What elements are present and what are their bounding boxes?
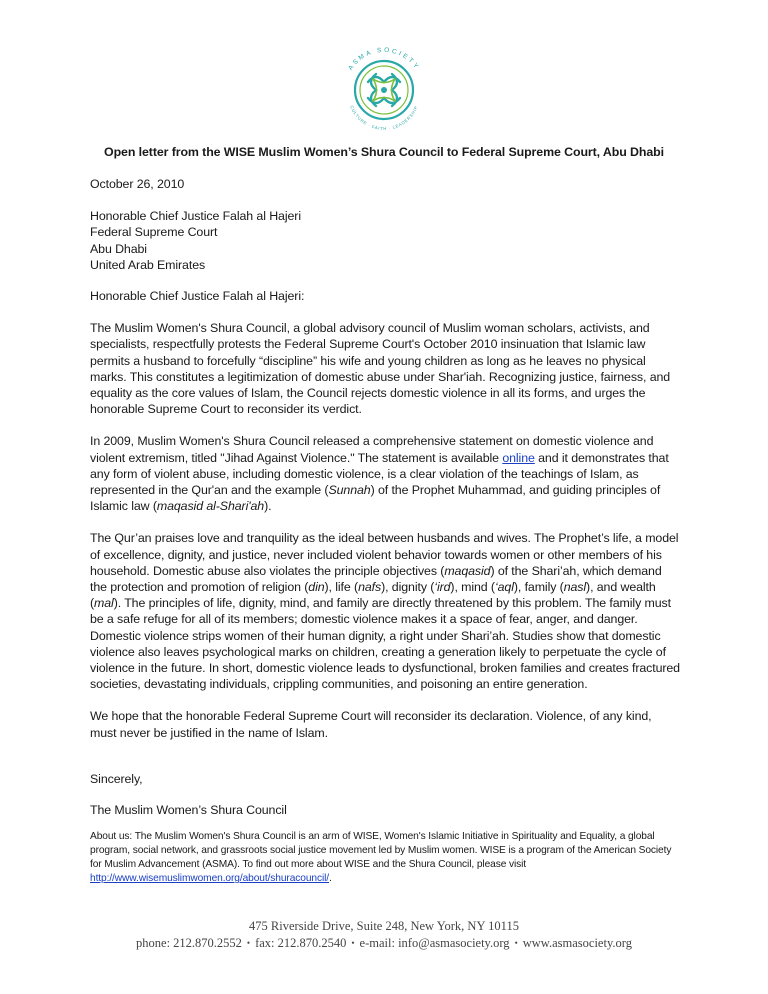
paragraph-text: and it demonstrates that any form of violent abuse, including domestic violence, is a clear violation of the teachings of Islam, as represented in the Qur'an and the example ( [90,450,669,498]
paragraph-text: In 2009, Muslim Women's Shura Council released a comprehensive statement on domestic violence and violent extremism, titled "Jihad Against Violence." The statement is available [90,434,654,465]
paragraph-text: ), dignity ( [381,580,435,595]
paragraph-quran [90,530,680,692]
paragraph-hope: We hope that the honorable Federal Supreme Court will reconsider its declaration. Violence, of any kind, must never be justified in the name of Islam. [90,709,652,740]
term-nafs: nafs [358,580,382,595]
footer-phone: phone: 212.870.2552 [136,936,242,950]
recipient-address [90,208,680,273]
about-end: . [329,873,332,885]
paragraph-text: ), and wealth ( [90,580,656,611]
letter-body [90,176,680,886]
signature: The Muslim Women’s Shura Council [90,803,287,818]
footer-email[interactable]: e-mail: info@asmasociety.org [359,936,510,950]
paragraph-protest: The Muslim Women's Shura Council, a global advisory council of Muslim woman scholars, activists, and specialists, respectfully protests the Federal Supreme Court's October 2010 insinuation that Islamic law permits a husband to forcefully “discipline” his wife and young children as long as he leaves no physical marks. This constitutes a legitimization of domestic abuse under Shar'iah. Recognizing justice, fairness, and equality as the core values of Islam, the Council rejects domestic violence in all its forms, and urges the honorable Supreme Court to reconsider its verdict. [90,321,671,417]
paragraph-text: ), life ( [324,580,359,595]
term-mal: mal [94,596,114,611]
footer-fax: fax: 212.870.2540 [255,936,347,950]
bullet-separator: • [246,938,251,948]
address-line: United Arab Emirates [90,257,206,272]
closing: Sincerely, [90,771,143,786]
asma-society-logo [334,40,434,140]
address-line: Honorable Chief Justice Falah al Hajeri [90,209,301,224]
term-din: din [308,580,325,595]
shura-council-link[interactable]: http://www.wisemuslimwomen.org/about/shuracouncil/ [90,873,330,885]
salutation: Honorable Chief Justice Falah al Hajeri: [90,289,305,304]
paragraph-text: ), family ( [513,580,564,595]
paragraph-text: ) of the Shari’ah, which demand the protection and promotion of religion ( [90,563,662,595]
address-line: Abu Dhabi [90,241,147,256]
term-maqasid: maqasid [444,563,491,578]
bullet-separator: • [514,938,518,948]
paragraph-text: ), mind ( [450,580,495,595]
paragraph-jihad-statement [90,433,680,514]
term-aql: ‘aql [494,580,514,595]
footer-website[interactable]: www.asmasociety.org [522,936,632,950]
paragraph-text: ). The principles of life, dignity, mind, and family are directly threatened by this problem. The family must be a safe refuge for all of its members; domestic violence makes it a space of fear, anger, and danger. Domestic violence strips women of their human dignity, a right under Shari’ah. Studies show that domestic violence also leaves psychological marks on children, creating a generation likely to perpetuate the cycle of violence in the future. In short, domestic violence leads to dysfunctional, broken families and creates fractured societies, devastating individuals, crippling communities, and poisoning an entire generation. [90,596,680,692]
term-ird: ‘ird [434,580,451,595]
logo-emblem [355,61,413,119]
footer-address: 475 Riverside Drive, Suite 248, New York, NY 10115 [249,919,519,933]
address-line: Federal Supreme Court [90,225,218,240]
asma-logo-icon [334,40,434,140]
paragraph-text: ). [264,499,272,514]
bullet-separator: • [351,938,355,948]
about-us [90,830,680,886]
paragraph-text: ) of the Prophet Muhammad, and guiding principles of Islamic law ( [90,483,661,514]
term-maqasid-shariah: maqasid al-Shari'ah [156,499,265,514]
term-nasl: nasl [563,580,587,595]
paragraph-text: The Qur’an praises love and tranquility as the ideal between husbands and wives. The Prophet’s life, a model of excellence, dignity, and justice, never included violent behavior towards women or other members of his household. Domestic abuse also violates the principle objectives ( [90,531,679,578]
term-sunnah: Sunnah [328,483,371,498]
logo-tagline-text: CULTURE · FAITH · LEADERSHIP [349,104,419,132]
online-link[interactable]: online [502,450,535,465]
letter-date: October 26, 2010 [90,177,185,191]
footer-contact [0,936,768,951]
letter-title: Open letter from the WISE Muslim Women’s Shura Council to Federal Supreme Court, Abu Dhabi [104,145,664,159]
about-text: About us: The Muslim Women's Shura Council is an arm of WISE, Women's Islamic Initiative in Spirituality and Equality, a global program, social network, and grassroots social justice movement led by Muslim women. WISE is a program of the American Society for Muslim Advancement (ASMA). To find out more about WISE and the Shura Council, please visit [90,831,672,871]
logo-ring-text: ASMA SOCIETY [347,46,421,72]
